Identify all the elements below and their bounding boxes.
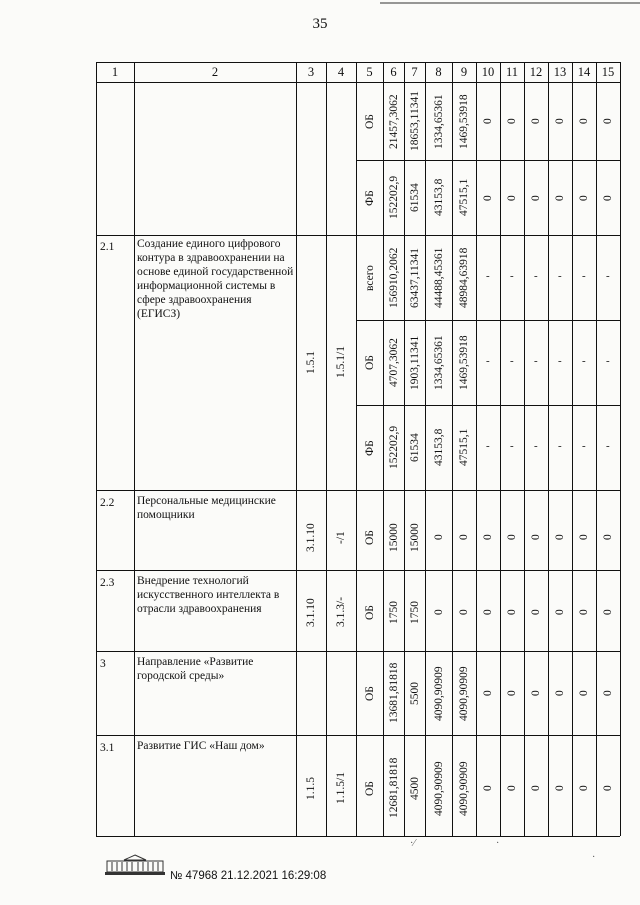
grid-line-vertical bbox=[500, 82, 501, 836]
amount-cell: 4090,90909 bbox=[458, 760, 470, 816]
amount-cell: 4090,90909 bbox=[458, 665, 470, 721]
amount-cell: 1334,65361 bbox=[432, 93, 445, 149]
column-header: 2 bbox=[211, 65, 219, 79]
grid-line-horizontal bbox=[96, 570, 620, 571]
empty-dash: - bbox=[510, 354, 514, 367]
column-header: 12 bbox=[529, 65, 543, 79]
grid-line-vertical bbox=[425, 82, 426, 836]
amount-cell: 0 bbox=[432, 609, 445, 615]
row-description: Персональные медицинские помощники bbox=[137, 495, 276, 521]
grid-line-horizontal bbox=[96, 62, 620, 63]
amount-cell: 0 bbox=[506, 609, 518, 615]
funding-source-label: ОБ bbox=[363, 604, 376, 620]
funding-source-label: ФБ bbox=[363, 439, 376, 456]
amount-cell: 18653,11341 bbox=[408, 91, 421, 151]
grid-line-vertical bbox=[476, 82, 477, 836]
empty-dash: - bbox=[558, 354, 562, 367]
row-description: Внедрение технологий искусственного интеллекта в отрасли здравоохранения bbox=[137, 575, 280, 615]
amount-cell: 0 bbox=[602, 194, 614, 201]
row-number: 2.2 bbox=[100, 497, 115, 509]
amount-cell: 13681,81818 bbox=[387, 662, 400, 723]
page-number: 35 bbox=[312, 16, 328, 32]
grid-line-horizontal bbox=[96, 82, 620, 83]
amount-cell: 12681,81818 bbox=[387, 757, 400, 818]
funding-source-label: ФБ bbox=[363, 189, 376, 206]
amount-cell: 1334,65361 bbox=[432, 335, 445, 390]
grid-line-vertical bbox=[524, 62, 525, 82]
amount-cell: 0 bbox=[458, 534, 470, 540]
column-header: 10 bbox=[481, 65, 495, 79]
amount-cell: 61534 bbox=[408, 183, 421, 212]
amount-cell: 43153,8 bbox=[432, 178, 445, 216]
row-description: Развитие ГИС «Наш дом» bbox=[137, 740, 265, 752]
amount-cell: 0 bbox=[482, 690, 494, 696]
grid-line-vertical bbox=[326, 62, 327, 836]
column-header: 13 bbox=[553, 65, 567, 79]
column-header: 15 bbox=[601, 65, 615, 79]
grid-line-horizontal bbox=[96, 836, 620, 837]
amount-cell: 4090,90909 bbox=[432, 665, 445, 721]
empty-dash: - bbox=[534, 439, 538, 452]
amount-cell: 1750 bbox=[387, 600, 400, 624]
column-header: 4 bbox=[337, 65, 345, 79]
grid-line-horizontal bbox=[356, 320, 620, 321]
column-header: 3 bbox=[307, 65, 315, 79]
empty-dash: - bbox=[606, 439, 610, 452]
amount-cell: 0 bbox=[506, 785, 518, 791]
column-header: 14 bbox=[577, 65, 591, 79]
registration-stamp: № 47968 21.12.2021 16:29:08 bbox=[170, 870, 327, 882]
grid-line-vertical bbox=[476, 62, 477, 82]
amount-cell: 15000 bbox=[408, 522, 421, 552]
amount-cell: 0 bbox=[506, 534, 518, 540]
empty-dash: - bbox=[486, 439, 490, 452]
amount-cell: 0 bbox=[554, 609, 566, 615]
amount-cell: 0 bbox=[530, 194, 542, 201]
amount-cell: 0 bbox=[482, 194, 494, 201]
amount-cell: 47515,1 bbox=[458, 178, 470, 216]
grid-line-vertical bbox=[596, 62, 597, 82]
amount-cell: 4500 bbox=[408, 776, 421, 800]
amount-cell: 4707,3062 bbox=[387, 338, 400, 387]
grid-line-horizontal bbox=[96, 735, 620, 736]
government-building-logo bbox=[104, 854, 166, 876]
amount-cell: 0 bbox=[506, 194, 518, 201]
column-header: 6 bbox=[390, 65, 397, 79]
empty-dash: - bbox=[582, 439, 586, 452]
grid-line-vertical bbox=[356, 62, 357, 82]
amount-cell: 5500 bbox=[408, 681, 421, 705]
grid-line-vertical bbox=[596, 82, 597, 836]
funding-source-label: всего bbox=[363, 264, 376, 291]
grid-line-horizontal bbox=[96, 490, 620, 491]
amount-cell: 0 bbox=[602, 609, 614, 615]
amount-cell: 0 bbox=[482, 534, 494, 540]
grid-line-vertical bbox=[383, 62, 384, 82]
amount-cell: 0 bbox=[530, 785, 542, 791]
funding-source-label: ОБ bbox=[363, 529, 376, 545]
code-cell: 1.5.1/1 bbox=[335, 346, 347, 378]
empty-dash: - bbox=[582, 354, 586, 367]
column-header: 11 bbox=[505, 65, 519, 79]
amount-cell: 0 bbox=[578, 534, 590, 540]
amount-cell: 0 bbox=[530, 690, 542, 696]
empty-dash: - bbox=[534, 354, 538, 367]
grid-line-horizontal bbox=[96, 235, 620, 236]
column-header: 1 bbox=[111, 65, 119, 79]
amount-cell: 1903,11341 bbox=[408, 335, 421, 390]
amount-cell: 0 bbox=[554, 194, 566, 201]
grid-line-horizontal bbox=[96, 651, 620, 652]
amount-cell: 48984,63918 bbox=[458, 247, 470, 308]
empty-dash: - bbox=[486, 269, 490, 282]
empty-dash: - bbox=[510, 269, 514, 282]
amount-cell: 0 bbox=[482, 118, 494, 124]
grid-line-vertical bbox=[548, 82, 549, 836]
grid-line-vertical bbox=[356, 82, 357, 836]
grid-line-vertical bbox=[452, 82, 453, 836]
amount-cell: 0 bbox=[602, 534, 614, 540]
empty-dash: - bbox=[510, 439, 514, 452]
grid-line-vertical bbox=[524, 82, 525, 836]
code-cell: -/1 bbox=[335, 530, 347, 544]
empty-dash: - bbox=[582, 269, 586, 282]
funding-source-label: ОБ bbox=[363, 113, 376, 129]
empty-dash: - bbox=[534, 269, 538, 282]
amount-cell: 0 bbox=[554, 785, 566, 791]
grid-line-vertical bbox=[296, 62, 297, 836]
scan-mark: · bbox=[592, 852, 596, 863]
amount-cell: 0 bbox=[554, 690, 566, 696]
amount-cell: 1750 bbox=[408, 600, 421, 624]
grid-line-vertical bbox=[404, 62, 405, 82]
amount-cell: 21457,3062 bbox=[387, 93, 400, 149]
grid-line-horizontal bbox=[356, 160, 620, 161]
column-header: 9 bbox=[460, 65, 468, 79]
amount-cell: 1469,53918 bbox=[458, 335, 470, 390]
grid-line-vertical bbox=[572, 62, 573, 82]
scan-mark: ·⁄ bbox=[410, 838, 415, 849]
code-cell: 3.1.3/- bbox=[335, 596, 347, 627]
amount-cell: 47515,1 bbox=[458, 428, 470, 466]
funding-source-label: ОБ bbox=[363, 355, 376, 370]
empty-dash: - bbox=[486, 354, 490, 367]
empty-dash: - bbox=[558, 269, 562, 282]
amount-cell: 0 bbox=[578, 194, 590, 201]
grid-line-vertical bbox=[620, 62, 621, 836]
amount-cell: 63437,11341 bbox=[408, 247, 421, 308]
amount-cell: 44488,45361 bbox=[432, 247, 445, 308]
row-number: 2.1 bbox=[100, 241, 115, 253]
code-cell: 1.1.5/1 bbox=[335, 772, 347, 804]
amount-cell: 0 bbox=[602, 785, 614, 791]
grid-line-vertical bbox=[96, 62, 97, 836]
empty-dash: - bbox=[558, 439, 562, 452]
grid-line-vertical bbox=[548, 62, 549, 82]
code-cell: 3.1.10 bbox=[305, 597, 317, 627]
scan-mark: · bbox=[496, 838, 500, 849]
amount-cell: 0 bbox=[506, 118, 518, 124]
amount-cell: 0 bbox=[432, 534, 445, 540]
row-number: 2.3 bbox=[100, 577, 115, 589]
grid-line-vertical bbox=[425, 62, 426, 82]
row-description: Создание единого цифрового контура в здравоохранении на основе единой государственной информационной системы в сфере здравоохранения (ЕГИСЗ) bbox=[137, 238, 294, 320]
amount-cell: 15000 bbox=[387, 522, 400, 552]
code-cell: 3.1.10 bbox=[305, 522, 317, 552]
grid-line-horizontal bbox=[356, 405, 620, 406]
amount-cell: 1469,53918 bbox=[458, 93, 470, 149]
amount-cell: 0 bbox=[578, 690, 590, 696]
grid-line-vertical bbox=[452, 62, 453, 82]
empty-dash: - bbox=[606, 269, 610, 282]
row-number: 3 bbox=[100, 658, 106, 670]
amount-cell: 0 bbox=[530, 118, 542, 124]
code-cell: 1.5.1 bbox=[305, 350, 317, 374]
amount-cell: 4090,90909 bbox=[432, 760, 445, 816]
funding-source-label: ОБ bbox=[363, 780, 376, 796]
funding-source-label: ОБ bbox=[363, 685, 376, 701]
amount-cell: 0 bbox=[458, 609, 470, 615]
row-number: 3.1 bbox=[100, 742, 115, 754]
amount-cell: 0 bbox=[530, 534, 542, 540]
amount-cell: 0 bbox=[482, 785, 494, 791]
amount-cell: 156910,2062 bbox=[387, 247, 400, 308]
amount-cell: 0 bbox=[482, 609, 494, 615]
amount-cell: 0 bbox=[578, 785, 590, 791]
grid-line-vertical bbox=[134, 62, 135, 836]
amount-cell: 0 bbox=[554, 118, 566, 124]
amount-cell: 0 bbox=[602, 118, 614, 124]
row-description: Направление «Развитие городской среды» bbox=[137, 656, 254, 682]
amount-cell: 0 bbox=[530, 609, 542, 615]
code-cell: 1.1.5 bbox=[305, 776, 317, 800]
amount-cell: 0 bbox=[578, 609, 590, 615]
amount-cell: 0 bbox=[554, 534, 566, 540]
amount-cell: 0 bbox=[578, 118, 590, 124]
empty-dash: - bbox=[606, 354, 610, 367]
grid-line-vertical bbox=[572, 82, 573, 836]
amount-cell: 0 bbox=[602, 690, 614, 696]
amount-cell: 61534 bbox=[408, 433, 421, 462]
amount-cell: 152202,9 bbox=[387, 425, 400, 469]
column-header: 7 bbox=[411, 65, 418, 79]
grid-line-vertical bbox=[500, 62, 501, 82]
column-header: 8 bbox=[435, 65, 442, 79]
amount-cell: 0 bbox=[506, 690, 518, 696]
grid-line-vertical bbox=[383, 82, 384, 836]
amount-cell: 43153,8 bbox=[432, 428, 445, 466]
column-header: 5 bbox=[366, 65, 373, 79]
amount-cell: 152202,9 bbox=[387, 175, 400, 219]
grid-line-vertical bbox=[404, 82, 405, 836]
scan-artifact-line bbox=[380, 2, 640, 4]
